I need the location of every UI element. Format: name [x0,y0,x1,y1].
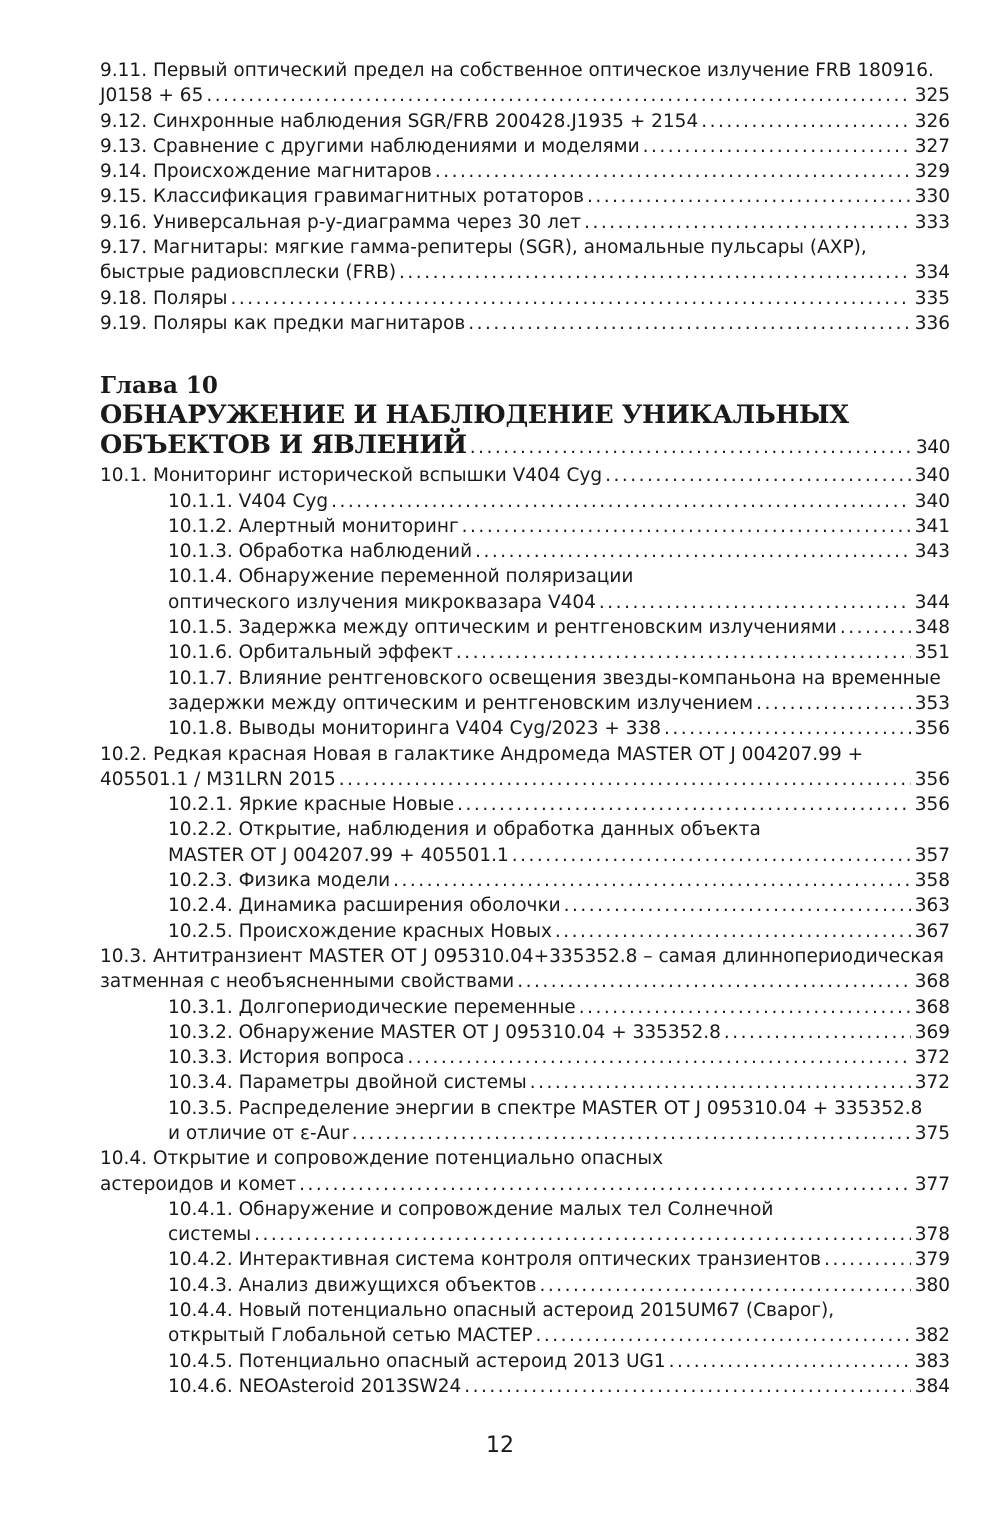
chapter-title-line-1: ОБНАРУЖЕНИЕ И НАБЛЮДЕНИЕ УНИКАЛЬНЫХ [100,400,849,431]
leader-dots [456,640,911,665]
toc-entry-page: 329 [914,161,950,183]
chapter-label: Глава 10 [100,372,218,400]
toc-entry-title: астероидов и комет [100,1173,297,1195]
toc-entry-last-line [100,463,950,488]
toc-entry-last-line [100,286,950,311]
toc-entry-last-line [168,539,950,564]
toc-entry-title: 9.19. Поляры как предки магнитаров [100,312,466,334]
leader-dots [540,1273,911,1298]
leader-dots [435,159,911,184]
toc-entry[interactable] [100,539,950,564]
toc-entry[interactable] [100,1298,950,1349]
spacer [100,336,950,372]
toc-entry-last-line [100,1172,950,1197]
toc-entry-page: 375 [914,1122,950,1144]
leader-dots [468,311,910,336]
toc-entry[interactable] [100,1146,950,1197]
toc-entry-page: 372 [914,1072,950,1094]
toc-entry[interactable] [100,893,950,918]
toc-entry-page: 356 [914,768,950,790]
chapter-heading [100,372,950,463]
toc-entry-title: 9.15. Классификация гравимагнитных ротаторов [100,186,584,208]
toc-entry[interactable] [100,640,950,665]
leader-dots [530,1070,911,1095]
toc-entry-title: 10.1.3. Обработка наблюдений [168,541,473,563]
toc-entry[interactable] [100,792,950,817]
toc-entry-page: 367 [914,920,950,942]
toc-entry-title: 9.16. Универсальная p-y-диаграмма через 30 лет [100,211,582,233]
toc-entry[interactable] [100,944,950,995]
toc-entry-title: 10.1.6. Орбитальный эффект [168,642,453,664]
toc-entry-line: 10.4.1. Обнаружение и сопровождение малых тел Солнечной [168,1198,774,1220]
toc-entry-last-line [168,1374,950,1399]
toc-entry[interactable] [100,1374,950,1399]
toc-entry-line: 10.2.2. Открытие, наблюдения и обработка данных объекта [168,819,761,841]
toc-entry-title: 10.4.2. Интерактивная система контроля оптических транзиентов [168,1249,822,1271]
toc-entry-page: 348 [914,617,950,639]
leader-dots [475,539,911,564]
toc-entry-last-line [168,1020,950,1045]
toc-entry-title: открытый Глобальной сетью МАСТЕР [168,1325,533,1347]
toc-entry-title: 10.4.3. Анализ движущихся объектов [168,1274,537,1296]
leader-dots [587,184,911,209]
leader-dots [299,1172,911,1197]
toc-entry-page: 368 [914,971,950,993]
table-of-contents [100,58,950,1399]
toc-entry-title: 10.2.3. Физика модели [168,870,391,892]
toc-entry-page: 336 [914,312,950,334]
leader-dots [464,1374,910,1399]
toc-entry-page: 327 [914,135,950,157]
toc-entry-page: 326 [914,110,950,132]
toc-entry-title: быстрые радиовсплески (FRB) [100,262,397,284]
leader-dots [643,134,911,159]
leader-dots [399,260,911,285]
toc-entry[interactable] [100,868,950,893]
toc-entry-last-line [100,260,950,285]
toc-entry-last-line [168,489,950,514]
toc-entry[interactable] [100,1247,950,1272]
leader-dots [512,843,911,868]
toc-entry-page: 335 [914,287,950,309]
toc-entry-page: 340 [914,465,950,487]
toc-entry-title: оптического излучения микроквазара V404 [168,591,596,613]
toc-entry-last-line [168,716,950,741]
toc-entry-last-line [100,969,950,994]
toc-entry-title: 10.1.8. Выводы мониторинга V404 Cyg/2023 + 338 [168,718,662,740]
toc-entry-page: 384 [914,1375,950,1397]
toc-entry-page: 344 [914,591,950,613]
toc-entry-last-line [168,1070,950,1095]
leader-dots [669,1349,911,1374]
toc-entry-title: MASTER OT J 004207.99 + 405501.1 [168,844,509,866]
toc-entry[interactable] [100,995,950,1020]
toc-entry[interactable] [100,1096,950,1147]
toc-entry[interactable] [100,514,950,539]
leader-dots [555,919,911,944]
toc-entry-last-line [168,1323,950,1348]
toc-entry-page: 378 [914,1224,950,1246]
toc-chapter-9-tail [100,58,950,336]
toc-entry-title: 9.13. Сравнение с другими наблюдениями и моделями [100,135,640,157]
toc-entry-title: 10.3.3. История вопроса [168,1047,405,1069]
toc-entry-last-line [100,159,950,184]
leader-dots [470,433,912,463]
toc-entry[interactable] [100,109,950,134]
leader-dots [840,615,911,640]
toc-entry-page: 357 [914,844,950,866]
chapter-page: 340 [915,437,950,459]
leader-dots [756,691,911,716]
toc-entry-page: 369 [914,1021,950,1043]
toc-entry-title: 10.3.1. Долгопериодические переменные [168,996,576,1018]
toc-entry[interactable] [100,1020,950,1045]
leader-dots [824,1247,911,1272]
toc-entry-title: J0158 + 65 [100,85,204,107]
toc-entry-line: 10.4. Открытие и сопровождение потенциально опасных [100,1148,664,1170]
toc-chapter-10 [100,463,950,1399]
toc-entry-page: 356 [914,794,950,816]
toc-entry-page: 330 [914,186,950,208]
toc-entry-title: 9.12. Синхронные наблюдения SGR/FRB 200428.J1935 + 2154 [100,110,699,132]
toc-entry[interactable] [100,615,950,640]
toc-entry-title: 10.3.4. Параметры двойной системы [168,1072,527,1094]
toc-entry-page: 356 [914,718,950,740]
toc-entry-title: 10.4.6. NEOAsteroid 2013SW24 [168,1375,462,1397]
toc-entry-line: 10.3. Антитранзиент MASTER OT J 095310.04+335352.8 – самая длиннопериодическая [100,945,944,967]
leader-dots [579,995,911,1020]
leader-dots [536,1323,911,1348]
toc-entry-page: 340 [914,490,950,512]
toc-entry-page: 363 [914,895,950,917]
toc-entry-line: 9.17. Магнитары: мягкие гамма-репитеры (SGR), аномальные пульсары (AXP), [100,237,867,259]
toc-entry-last-line [100,184,950,209]
toc-entry[interactable] [100,210,950,235]
toc-entry-last-line [168,1121,950,1146]
leader-dots [206,83,910,108]
toc-entry[interactable] [100,159,950,184]
toc-entry[interactable] [100,311,950,336]
toc-entry-last-line [168,691,950,716]
toc-entry[interactable] [100,817,950,868]
toc-entry[interactable] [100,1349,950,1374]
leader-dots [457,792,911,817]
toc-entry-line: 10.3.5. Распределение энергии в спектре MASTER OT J 095310.04 + 335352.8 [168,1097,923,1119]
toc-entry[interactable] [100,666,950,717]
toc-entry-last-line [168,640,950,665]
toc-entry-title: 10.1.1. V404 Cyg [168,490,329,512]
toc-entry-title: 9.14. Происхождение магнитаров [100,161,432,183]
toc-entry-last-line [100,311,950,336]
toc-entry[interactable] [100,1045,950,1070]
toc-entry-title: 10.2.1. Яркие красные Новые [168,794,455,816]
toc-entry-page: 368 [914,996,950,1018]
toc-entry[interactable] [100,235,950,286]
toc-entry-title: 10.2.5. Происхождение красных Новых [168,920,552,942]
toc-entry-last-line [168,868,950,893]
toc-entry[interactable] [100,286,950,311]
toc-entry-title: 10.1.5. Задержка между оптическим и рентгеновским излучениями [168,617,837,639]
leader-dots [254,1222,911,1247]
toc-entry-last-line [100,210,950,235]
leader-dots [584,210,911,235]
toc-entry-last-line [168,995,950,1020]
toc-entry[interactable] [100,184,950,209]
toc-entry-last-line [168,843,950,868]
leader-dots [599,590,911,615]
chapter-title-line-2[interactable] [100,430,950,463]
toc-entry-last-line [168,615,950,640]
toc-entry[interactable] [100,134,950,159]
toc-entry-page: 351 [914,642,950,664]
toc-entry-last-line [100,767,950,792]
toc-entry-title: 9.18. Поляры [100,287,228,309]
toc-entry-title: 10.3.2. Обнаружение MASTER OT J 095310.04 + 335352.8 [168,1021,721,1043]
toc-entry-title: системы [168,1224,252,1246]
toc-entry-page: 334 [914,262,950,284]
leader-dots [331,489,911,514]
toc-entry-page: 377 [914,1173,950,1195]
toc-entry-title: 10.1.2. Алертный мониторинг [168,515,459,537]
toc-entry-page: 325 [914,85,950,107]
toc-entry-title: 10.4.5. Потенциально опасный астероид 2013 UG1 [168,1350,666,1372]
toc-entry[interactable] [100,919,950,944]
toc-entry-last-line [168,919,950,944]
toc-entry-page: 379 [914,1249,950,1271]
toc-entry-page: 358 [914,870,950,892]
toc-entry-last-line [168,893,950,918]
toc-entry-line: 10.1.4. Обнаружение переменной поляризации [168,566,634,588]
toc-entry-last-line [168,590,950,615]
toc-entry-last-line [168,1222,950,1247]
toc-entry[interactable] [100,1070,950,1095]
toc-entry[interactable] [100,463,950,488]
leader-dots [564,893,911,918]
toc-entry[interactable] [100,564,950,615]
toc-entry-page: 380 [914,1274,950,1296]
toc-entry-title: затменная с необъясненными свойствами [100,971,515,993]
toc-entry-page: 343 [914,541,950,563]
toc-entry-page: 383 [914,1350,950,1372]
toc-entry[interactable] [100,1273,950,1298]
leader-dots [393,868,911,893]
toc-entry[interactable] [100,1197,950,1248]
toc-entry-title: 10.2.4. Динамика расширения оболочки [168,895,561,917]
toc-entry-line: 10.2. Редкая красная Новая в галактике Андромеда MASTER OT J 004207.99 + [100,743,864,765]
chapter-title-text: ОБЪЕКТОВ И ЯВЛЕНИЙ [100,430,467,461]
leader-dots [517,969,911,994]
toc-entry-line: 10.4.4. Новый потенциально опасный астероид 2015UM67 (Сварог), [168,1300,835,1322]
toc-entry-line: 10.1.7. Влияние рентгеновского освещения звезды-компаньона на временные [168,667,941,689]
leader-dots [605,463,911,488]
toc-entry-title: 10.1. Мониторинг исторической вспышки V404 Cyg [100,465,603,487]
toc-entry[interactable] [100,742,950,793]
leader-dots [231,286,911,311]
toc-entry[interactable] [100,489,950,514]
toc-entry-last-line [100,134,950,159]
toc-entry-page: 333 [914,211,950,233]
toc-entry-last-line [100,109,950,134]
leader-dots [352,1121,911,1146]
toc-entry-last-line [168,514,950,539]
toc-entry-last-line [100,83,950,108]
toc-entry-page: 372 [914,1047,950,1069]
toc-entry-last-line [168,1045,950,1070]
toc-entry-title: 405501.1 / M31LRN 2015 [100,768,336,790]
leader-dots [339,767,911,792]
leader-dots [724,1020,911,1045]
leader-dots [664,716,911,741]
toc-entry-title: задержки между оптическим и рентгеновским излучением [168,692,754,714]
toc-entry-page: 353 [914,692,950,714]
leader-dots [701,109,910,134]
toc-entry-last-line [168,1247,950,1272]
toc-entry-last-line [168,1349,950,1374]
toc-entry[interactable] [100,58,950,109]
toc-entry-title: и отличие от ε-Aur [168,1122,349,1144]
page-number: 12 [486,1433,514,1458]
leader-dots [407,1045,910,1070]
toc-entry-line: 9.11. Первый оптический предел на собственное оптическое излучение FRB 180916. [100,60,934,81]
toc-entry-last-line [168,792,950,817]
toc-entry-last-line [168,1273,950,1298]
leader-dots [462,514,911,539]
toc-entry-page: 382 [914,1325,950,1347]
toc-entry-page: 341 [914,515,950,537]
toc-entry[interactable] [100,716,950,741]
